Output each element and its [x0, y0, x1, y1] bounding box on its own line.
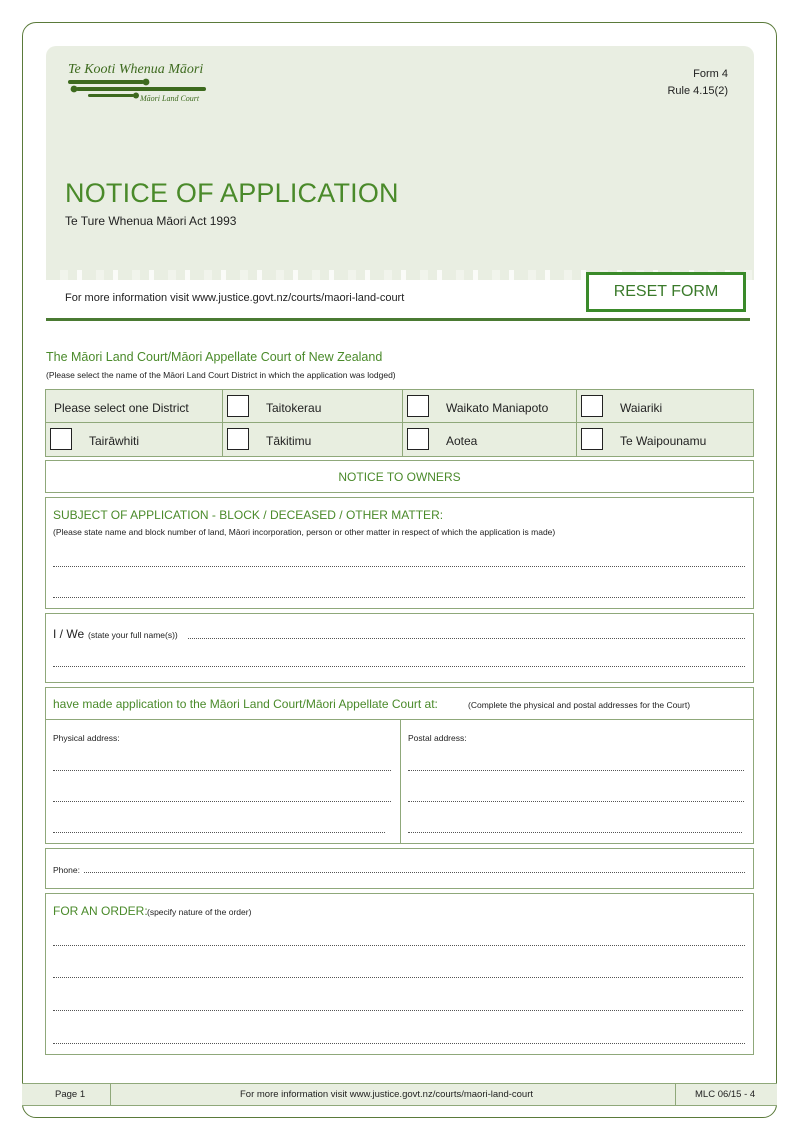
district-option-aotea[interactable] — [403, 423, 577, 456]
subject-note: (Please state name and block number of land, Māori incorporation, person or other matter in respect of which the application is made) — [53, 527, 556, 537]
district-checkbox-aotea[interactable] — [407, 428, 429, 450]
district-checkbox-taitokerau[interactable] — [227, 395, 249, 417]
footer-separator — [675, 1084, 676, 1105]
district-selector — [45, 389, 754, 457]
court-title: The Māori Land Court/Māori Appellate Court of New Zealand — [46, 350, 383, 364]
court-address-heading: have made application to the Māori Land Court/Māori Appellate Court at: — [53, 697, 438, 711]
order-heading: FOR AN ORDER: — [53, 904, 148, 918]
physical-address-input-1[interactable] — [53, 770, 391, 771]
subject-input-line-2[interactable] — [53, 597, 745, 598]
logo-subtitle: Māori Land Court — [140, 94, 200, 103]
subject-input-line-1[interactable] — [53, 566, 745, 567]
district-checkbox-waikato-maniapoto[interactable] — [407, 395, 429, 417]
district-checkbox-te-waipounamu[interactable] — [581, 428, 603, 450]
footer-page-number: Page 1 — [55, 1089, 86, 1100]
header-divider — [46, 318, 750, 321]
district-option-waikato-maniapoto[interactable] — [403, 390, 577, 423]
district-label: Waiariki — [620, 401, 663, 415]
district-option-te-waipounamu[interactable] — [577, 423, 753, 456]
order-section — [45, 893, 754, 1055]
physical-address-input-2[interactable] — [53, 801, 391, 802]
district-label: Aotea — [446, 434, 478, 448]
district-label: Taitokerau — [266, 401, 322, 415]
rule-number: Rule 4.15(2) — [667, 85, 728, 97]
physical-address-label: Physical address: — [53, 733, 120, 743]
district-checkbox-waiariki[interactable] — [581, 395, 603, 417]
order-input-line-1[interactable] — [53, 945, 745, 946]
phone-label: Phone: — [53, 865, 80, 875]
district-prompt: Please select one District — [54, 401, 189, 415]
court-note: (Please select the name of the Māori Land Court District in which the application was lodged) — [46, 370, 396, 380]
phone-input[interactable] — [84, 872, 745, 873]
applicant-label: I / We — [53, 627, 85, 641]
district-checkbox-tairawhiti[interactable] — [50, 428, 72, 450]
postal-address-input-3[interactable] — [408, 832, 742, 833]
applicant-name-input-2[interactable] — [53, 666, 745, 667]
phone-section — [45, 848, 754, 889]
order-input-line-4[interactable] — [53, 1043, 745, 1044]
postal-address-input-2[interactable] — [408, 801, 744, 802]
court-logo — [68, 62, 218, 112]
footer-form-code: MLC 06/15 - 4 — [695, 1089, 756, 1100]
footer-separator — [110, 1084, 111, 1105]
applicant-hint: (state your full name(s)) — [88, 630, 178, 640]
form-number: Form 4 — [693, 68, 728, 80]
district-checkbox-takitimu[interactable] — [227, 428, 249, 450]
page-subtitle: Te Ture Whenua Māori Act 1993 — [65, 214, 237, 228]
postal-address-input-1[interactable] — [408, 770, 744, 771]
district-option-tairawhiti[interactable] — [46, 423, 223, 456]
district-label: Tairāwhiti — [89, 434, 140, 448]
logo-title: Te Kooti Whenua Māori — [68, 62, 204, 77]
order-input-line-3[interactable] — [53, 1010, 743, 1011]
postal-address-label: Postal address: — [408, 733, 467, 743]
physical-address-input-3[interactable] — [53, 832, 385, 833]
district-label: Te Waipounamu — [620, 434, 707, 448]
subject-heading: SUBJECT OF APPLICATION - BLOCK / DECEASED / OTHER MATTER: — [53, 508, 444, 522]
district-option-takitimu[interactable] — [223, 423, 403, 456]
district-label: Tākitimu — [266, 434, 312, 448]
applicant-name-input-1[interactable] — [188, 638, 745, 639]
applicant-section — [45, 613, 754, 683]
district-prompt-cell — [46, 390, 223, 423]
court-address-note: (Complete the physical and postal addresses for the Court) — [468, 700, 691, 710]
order-hint: (specify nature of the order) — [147, 907, 252, 917]
page-footer — [22, 1083, 777, 1106]
notice-to-owners-banner: NOTICE TO OWNERS — [45, 460, 754, 493]
order-input-line-2[interactable] — [53, 977, 743, 978]
more-info-text: For more information visit www.justice.govt.nz/courts/maori-land-court — [65, 292, 405, 304]
district-option-taitokerau[interactable] — [223, 390, 403, 423]
reset-form-button[interactable]: RESET FORM — [586, 272, 746, 312]
form-reference — [667, 66, 728, 100]
district-label: Waikato Maniapoto — [446, 401, 549, 415]
footer-info: For more information visit www.justice.govt.nz/courts/maori-land-court — [240, 1089, 534, 1100]
page-title: NOTICE OF APPLICATION — [65, 178, 399, 208]
address-column-divider — [400, 719, 401, 844]
district-option-waiariki[interactable] — [577, 390, 753, 423]
